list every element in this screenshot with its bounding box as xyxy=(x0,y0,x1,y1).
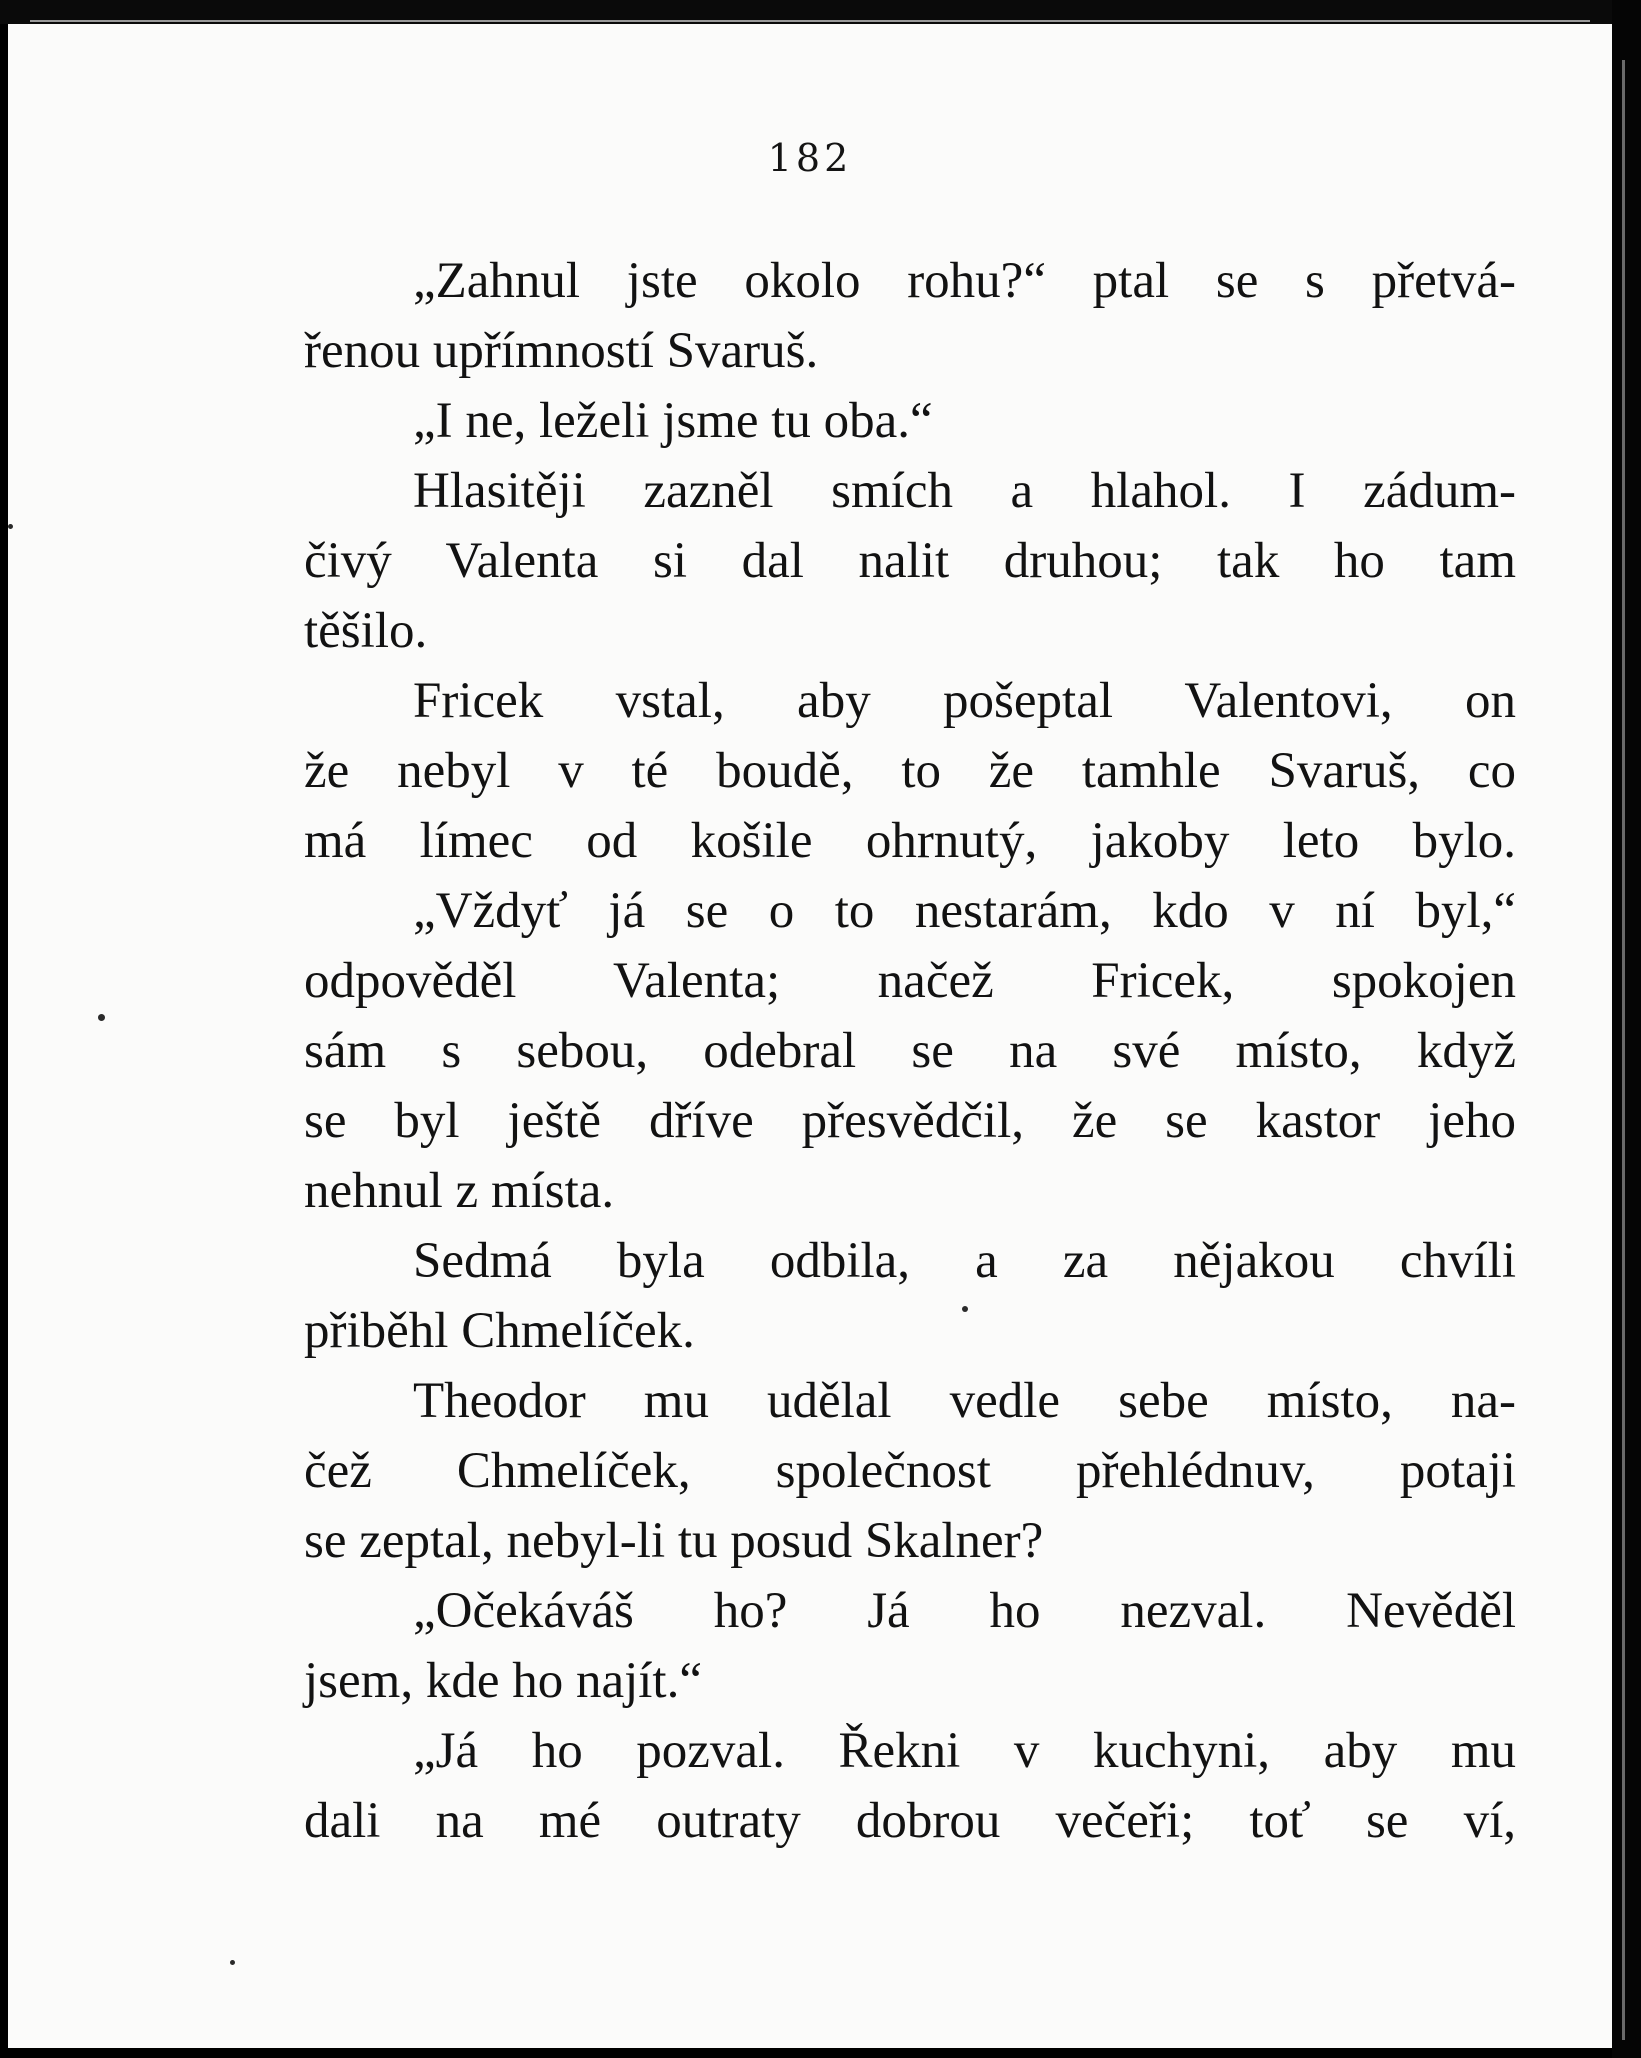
text-line: řenou upřímností Svaruš. xyxy=(304,323,819,379)
text-line: jsem, kde ho najít.“ xyxy=(304,1653,702,1709)
text-line: že nebyl v té boudě, to že tamhle Svaruš, co xyxy=(304,743,1516,799)
text-line: Sedmá byla odbila, a za nějakou chvíli xyxy=(413,1233,1516,1289)
text-line: Hlasitěji zazněl smích a hlahol. I zádum- xyxy=(413,463,1516,519)
scan-speck xyxy=(230,1960,235,1965)
text-line: „Vždyť já se o to nestarám, kdo v ní byl,“ xyxy=(413,883,1516,939)
text-line: Fricek vstal, aby pošeptal Valentovi, on xyxy=(413,673,1516,729)
scan-speck xyxy=(8,524,13,529)
text-line: „I ne, leželi jsme tu oba.“ xyxy=(413,393,933,449)
text-line: „Já ho pozval. Řekni v kuchyni, aby mu xyxy=(413,1723,1516,1779)
text-line: přiběhl Chmelíček. xyxy=(304,1303,695,1359)
text-line: se zeptal, nebyl-li tu posud Skalner? xyxy=(304,1513,1044,1569)
text-line: čež Chmelíček, společnost přehlédnuv, potaji xyxy=(304,1443,1516,1499)
text-line: těšilo. xyxy=(304,603,428,659)
text-line: čivý Valenta si dal nalit druhou; tak ho tam xyxy=(304,533,1516,589)
body-text xyxy=(304,246,1516,1856)
scan-right-rule xyxy=(1622,60,1625,2040)
book-page xyxy=(8,24,1612,2048)
text-line: se byl ještě dříve přesvědčil, že se kastor jeho xyxy=(304,1093,1516,1149)
text-line: „Zahnul jste okolo rohu?“ ptal se s přetvá- xyxy=(413,253,1516,309)
text-line: sám s sebou, odebral se na své místo, když xyxy=(304,1023,1516,1079)
scan-speck xyxy=(98,1014,105,1021)
page-number: 182 xyxy=(767,136,853,180)
text-line: odpověděl Valenta; načež Fricek, spokojen xyxy=(304,953,1516,1009)
scan-right-border xyxy=(1612,0,1641,2058)
scan-top-border xyxy=(0,0,1612,24)
scan-top-hairline xyxy=(30,20,1590,22)
text-line: „Očekáváš ho? Já ho nezval. Nevěděl xyxy=(413,1583,1516,1639)
text-line: dali na mé outraty dobrou večeři; toť se ví, xyxy=(304,1793,1516,1849)
text-line: má límec od košile ohrnutý, jakoby leto bylo. xyxy=(304,813,1516,869)
text-line: nehnul z místa. xyxy=(304,1163,615,1219)
scan-speck xyxy=(962,1306,968,1312)
text-line: Theodor mu udělal vedle sebe místo, na- xyxy=(413,1373,1516,1429)
